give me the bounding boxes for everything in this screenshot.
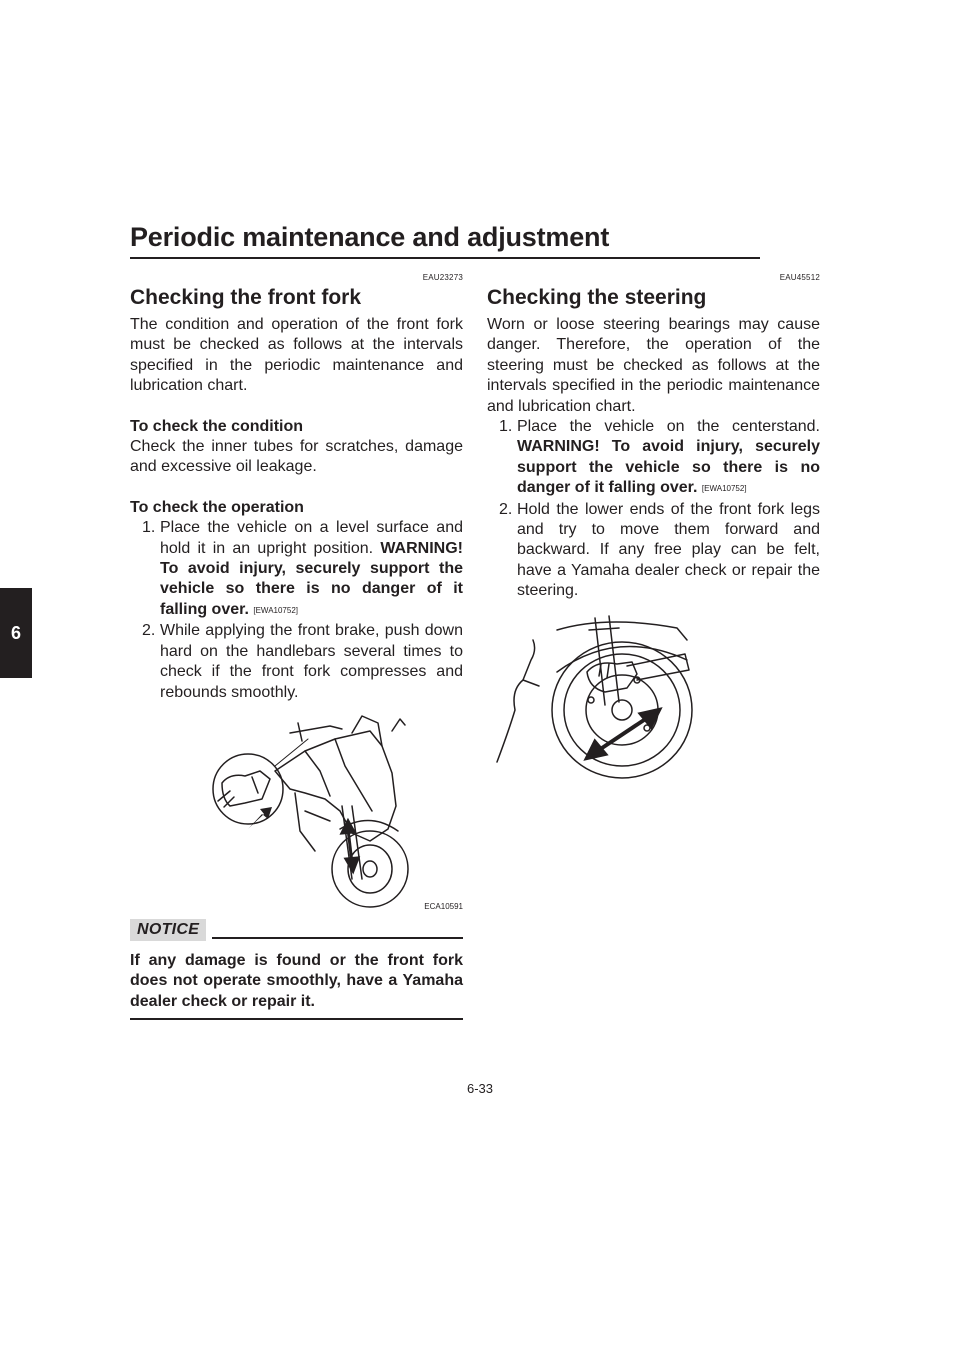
front-fork-figure [130, 711, 463, 911]
notice-label: NOTICE [130, 919, 206, 941]
motorcycle-illustration [130, 711, 463, 911]
list-item [487, 500, 820, 602]
condition-text: Check the inner tubes for scratches, damage and excessive oil leakage. [130, 438, 463, 476]
step-number: 1. [142, 519, 156, 537]
condition-heading: To check the condition [130, 417, 304, 435]
page-title: Periodic maintenance and adjustment [130, 222, 610, 252]
section-title-front-fork: Checking the front fork [130, 286, 362, 309]
steering-illustration [487, 610, 820, 780]
steering-intro: Worn or loose steering bearings may cause danger. Therefore, the operation of the steering must be checked as follows at the intervals specified in the periodic maintenance and lubrication chart. [487, 316, 820, 415]
step-number: 2. [142, 622, 156, 640]
steering-figure [487, 610, 820, 780]
step-text: Place the vehicle on the centerstand. [517, 418, 820, 436]
list-item [130, 621, 463, 703]
chapter-tab: 6 [0, 588, 32, 678]
section-title-steering: Checking the steering [487, 286, 707, 309]
warning-text: WARNING! To avoid injury, securely support the vehicle so there is no danger of it falling over. [517, 438, 820, 497]
right-column [487, 272, 820, 780]
step-text: While applying the front brake, push down hard on the handlebars several times to check if the front fork compresses and rebounds smoothly. [160, 622, 463, 701]
left-column [130, 272, 463, 1020]
section-code: EAU23273 [422, 273, 463, 282]
operation-heading: To check the operation [130, 498, 304, 516]
warning-text: WARNING! To avoid injury, securely support the vehicle so there is no danger of it falling over. [160, 539, 463, 618]
steering-steps [487, 417, 820, 602]
notice-rule [212, 937, 463, 939]
step-number: 1. [499, 418, 513, 436]
step-text: Hold the lower ends of the front fork legs and try to move them forward and backward. If any free play can be felt, have a Yamaha dealer check or repair the steering. [517, 500, 820, 600]
front-fork-intro: The condition and operation of the front fork must be checked as follows at the intervals specified in the periodic maintenance and lubrication chart. [130, 316, 463, 395]
list-item [130, 518, 463, 621]
notice-text: If any damage is found or the front fork does not operate smoothly, have a Yamaha dealer check or repair it. [130, 951, 463, 1010]
notice-end-rule [130, 1018, 463, 1020]
figure-code: ECA10591 [424, 901, 463, 911]
warning-ref: [EWA10752] [701, 484, 747, 494]
step-number: 2. [499, 500, 513, 518]
operation-steps [130, 518, 463, 703]
step-text: Place the vehicle on a level surface and hold it in an upright position. [160, 519, 463, 557]
list-item [487, 417, 820, 500]
header-rule [130, 257, 760, 259]
page-number: 6-33 [466, 1081, 494, 1096]
notice-header [130, 919, 463, 941]
warning-ref: [EWA10752] [253, 605, 298, 615]
section-code: EAU45512 [779, 273, 820, 282]
